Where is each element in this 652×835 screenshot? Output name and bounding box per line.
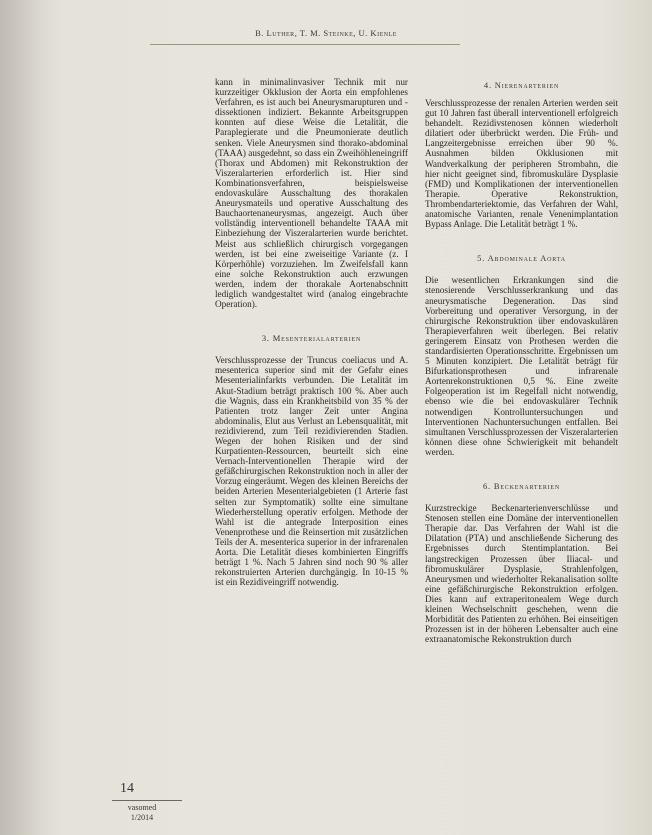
- section-text-nierenarterien: Verschlussprozesse der renalen Arterien werden seit gut 10 Jahren fast überall interventionell erfolgreich behandelt. Rezidivstenosen können wiederholt dilatiert oder überbrückt werden. Die Früh- und Langzeitergebnisse erreichen über 90 %. Ausnahmen bilden Okklusionen mit Wandverkalkung der peripheren Strombahn, die hier nicht geeignet sind, fibromuskuläre Dysplasie (FMD) und Komplikationen der interventionellen Therapie. Operative Rekonstruktion, Thrombendarteriektomie, das Verfahren der Wahl, anatomische Varianten, renale Venenimplantation Bypass Anlage. Die Letalität beträgt 1 %.: [425, 98, 618, 230]
- section-heading-beckenarterien: 6. Beckenarterien: [482, 481, 561, 491]
- header-rule: [150, 44, 460, 45]
- section-text-mesenterialarterien: Verschlussprozesse der Truncus coeliacus und A. mesenterica superior sind mit der Gefahr eines Mesenterialinfarkts verbunden. Die Letalität im Akut-Stadium beträgt praktisch 100 %. Aber auch die Wagnis, dass ein Krankheitsbild von 35 % der Patienten trotz langer Zeit unter Angina abdominalis, Elut aus Verlust an Lebensqualität, mit rezidivierend, zum Teil rezidivierenden Stadien. Wegen der hohen Risiken und der sind Kurpatienten-Ressourcen, beurteilt sich eine Vernach-Interventionellen Therapie wird der gefäßchirurgischen Rekonstruktion noch in aller der Vorzug eingeräumt. Wegen des kleinen Bereichs der beiden Arterien Mesenterialgebieten (1 Arterie fast selten zur Symptomatik) sollte eine simultane Wiederherstellung operativ erfolgen. Methode der Wahl ist die antegrade Interposition eines Venenprothese und die Reinsertion mit zusätzlichen Teils der A. mesenterica superior in der infrarenalen Aorta. Die Letalität dieses kombinierten Eingriffs beträgt 1 %. Nach 5 Jahren sind noch 90 % aller rekonstruierten Arterien durchgängig. In 10-15 % ist ein Rezidiveingriff notwendig.: [215, 355, 408, 588]
- section-heading-nierenarterien: 4. Nierenarterien: [483, 80, 560, 90]
- intro-paragraph: kann in minimalinvasiver Technik mit nur kurzzeitiger Okklusion der Aorta ein empfohlenes Verfahren, es ist auch bei Aneurysmarupturen und -dissektionen indiziert. Bekannte Arbeitsgruppen konnten auf diese Weise die Letalität, die Paraplegierate und die Pneumonierate deutlich senken. Viele Aneurysmen sind thorako-abdominal (TAAA) ausgedehnt, so dass ein Zweihöhleneingriff (Thorax und Abdomen) mit Rekonstruktion der Viszeralarterien erforderlich ist. Hier sind Kombinationsverfahren, beispielsweise endovaskuläre Ausschaltung des thorakalen Aneurysmateils und operative Ausschaltung des Bauchaortenaneurysmas, angezeigt. Auch über vollständig interventionell behandelte TAAA mit Einbeziehung der Viszeralarterien wurde berichtet. Meist aus schließlich chirurgisch vorgegangen werden, ist bei eine zweiseitige Variante (z. I Körperhöhle) vorzuziehen. Im Zweifelsfall kann eine solche Rekonstruktion auch erzwungen werden, indem der thorakale Aortenabschnitt lediglich wandgestaltet wird (analog eingebrachte Operation).: [215, 77, 408, 310]
- section-text-abdominale-aorta: Die wesentlichen Erkrankungen sind die stenosierende Verschlusserkrankung und das aneurysmatische Degeneration. Das sind Vorbereitung und operativer Versorgung, in der chirurgische Rekonstruktion über endovaskulären Therapieverfahren weit überlegen. Bei relativ geringerem Einsatz von Prothesen werden die standardisierten Operationsschritte. Ergebnissen um 5 Minuten konzipiert. Die Letalität beträgt für Bifurkationsprothesen und infrarenale Aortenrekonstruktionen 0,5 %. Eine zweite Folgeoperation ist im Regelfall nicht notwendig, ebenso wie die bei endovaskulärer Technik notwendigen Kontrolluntersuchungen und Interventionen Nachuntersuchungen entfallen. Bei simultanen Verschlussprozessen der Viszeralarterien können diese ohne Schwierigkeit mit behandelt werden.: [425, 275, 618, 457]
- journal-issue: 1/2014: [130, 813, 154, 822]
- section-heading-abdominale-aorta: 5. Abdominale Aorta: [477, 253, 566, 264]
- journal-name: vasomed: [127, 803, 157, 812]
- page-shadow: [0, 0, 60, 835]
- right-column: [425, 98, 618, 644]
- running-head: B. Luther, T. M. Steinke, U. Kienle: [255, 28, 397, 38]
- left-column: [215, 77, 408, 587]
- section-text-beckenarterien: Kurzstreckige Beckenarterienverschlüsse und Stenosen stellen eine Domäne der interventionellen Therapie dar. Das Verfahren der Wahl ist die Dilatation (PTA) und anschließende Sicherung des Ergebnisses durch Stentimplantation. Bei langstreckigen Prozessen über Iliacal- und fibromuskulärer Dysplasie, Strahlenfolgen, Aneurysmen und wiederholter Rekanalisation sollte eine gefäßchirurgische Rekonstruktion erfolgen. Dies kann auf extraperitonealem Wege durch kleinen Wechselschnitt geschehen, wenn die Morbidität des Patienten zu erhöhen. Bei einseitigen Prozessen ist in der höheren Lebensalter auch eine extraanatomische Rekonstruktion durch: [425, 503, 618, 645]
- journal-info: [118, 803, 166, 823]
- footer-rule: [112, 800, 182, 801]
- section-heading-mesenterialarterien: 3. Mesenterialarterien: [261, 333, 362, 344]
- page-number: 14: [120, 781, 134, 796]
